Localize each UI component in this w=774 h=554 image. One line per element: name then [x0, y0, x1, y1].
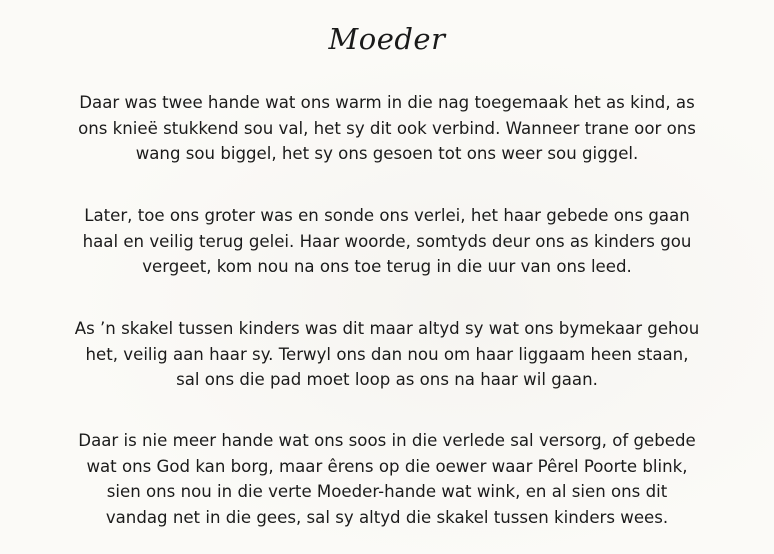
stanza-2 [10, 203, 764, 280]
poem-line: wat ons God kan borg, maar êrens op die oewer waar Pêrel Poorte blink, [86, 456, 688, 476]
poem-line: haal en veilig terug gelei. Haar woorde, somtyds deur ons as kinders gou [82, 231, 692, 251]
poem-line: het, veilig aan haar sy. Terwyl ons dan nou om haar liggaam heen staan, [85, 344, 689, 364]
stanza-1 [10, 90, 764, 167]
poem-line: wang sou biggel, het sy ons gesoen tot ons weer sou giggel. [135, 144, 639, 163]
poem-line: sal ons die pad moet loop as ons na haar wil gaan. [176, 370, 598, 389]
poem-line: As ’n skakel tussen kinders was dit maar altyd sy wat ons bymekaar gehou [74, 319, 700, 338]
stanza-4 [10, 428, 764, 530]
poem-title: Moeder [328, 22, 446, 56]
poem-line: Daar was twee hande wat ons warm in die nag toegemaak het as kind, as [79, 93, 695, 112]
poem-line: vandag net in die gees, sal sy altyd die skakel tussen kinders wees. [105, 507, 669, 527]
poem-line: Daar is nie meer hande wat ons soos in die verlede sal versorg, of gebede [78, 431, 696, 450]
poem-line: vergeet, kom nou na ons toe terug in die uur van ons leed. [142, 257, 632, 276]
poem-line: sien ons nou in die verte Moeder-hande wat wink, en al sien ons dit [106, 482, 668, 501]
stanza-3 [10, 316, 764, 393]
poem-line: ons knieë stukkend sou val, het sy dit ook verbind. Wanneer trane oor ons [78, 118, 696, 138]
poem-line: Later, toe ons groter was en sonde ons verlei, het haar gebede ons gaan [84, 206, 690, 225]
